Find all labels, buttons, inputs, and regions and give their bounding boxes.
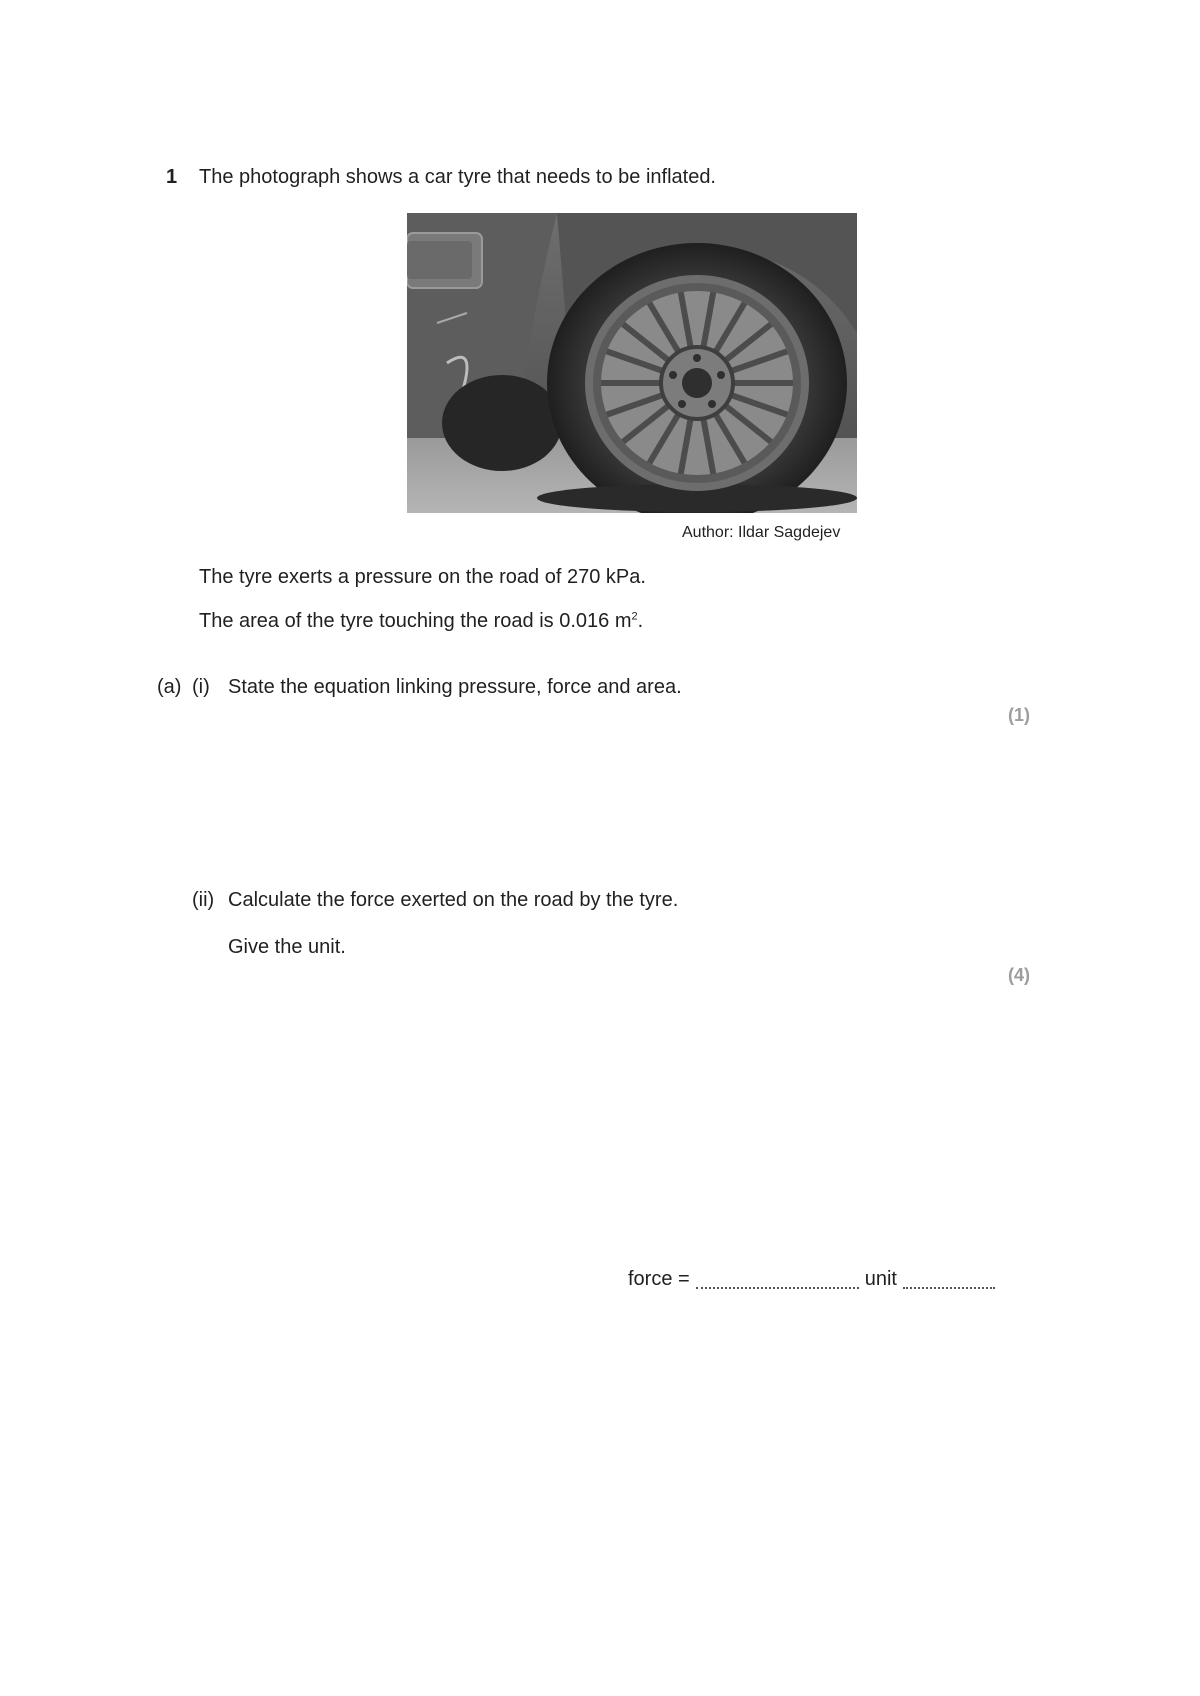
unit-answer-line[interactable] [903,1271,995,1289]
question-number: 1 [166,166,178,188]
question-a-ii-text: Calculate the force exerted on the road by the tyre. [228,889,679,911]
force-answer-line[interactable] [696,1271,859,1289]
part-label-a: (a) [157,676,182,698]
marks-a-ii: (4) [1008,965,1030,985]
area-info-end: . [637,610,644,632]
sub-label-ii: (ii) [192,889,215,911]
photo-credit: Author: Ildar Sagdejev [682,524,841,541]
question-intro: The photograph shows a car tyre that needs to be inflated. [199,166,716,188]
area-info-superscript: 2 [631,610,638,623]
unit-label: unit [864,1268,897,1290]
sub-label-i: (i) [192,676,210,698]
force-answer-row [628,1268,1001,1291]
pressure-info: The tyre exerts a pressure on the road of 270 kPa. [199,566,646,588]
tyre-photo [407,213,857,513]
area-info-text: The area of the tyre touching the road is 0.016 m [199,610,632,632]
marks-a-i: (1) [1008,705,1030,725]
force-label: force = [628,1268,690,1290]
question-a-ii-unit-instruction: Give the unit. [228,936,346,958]
question-a-i-text: State the equation linking pressure, force and area. [228,676,682,698]
area-info [199,610,643,633]
